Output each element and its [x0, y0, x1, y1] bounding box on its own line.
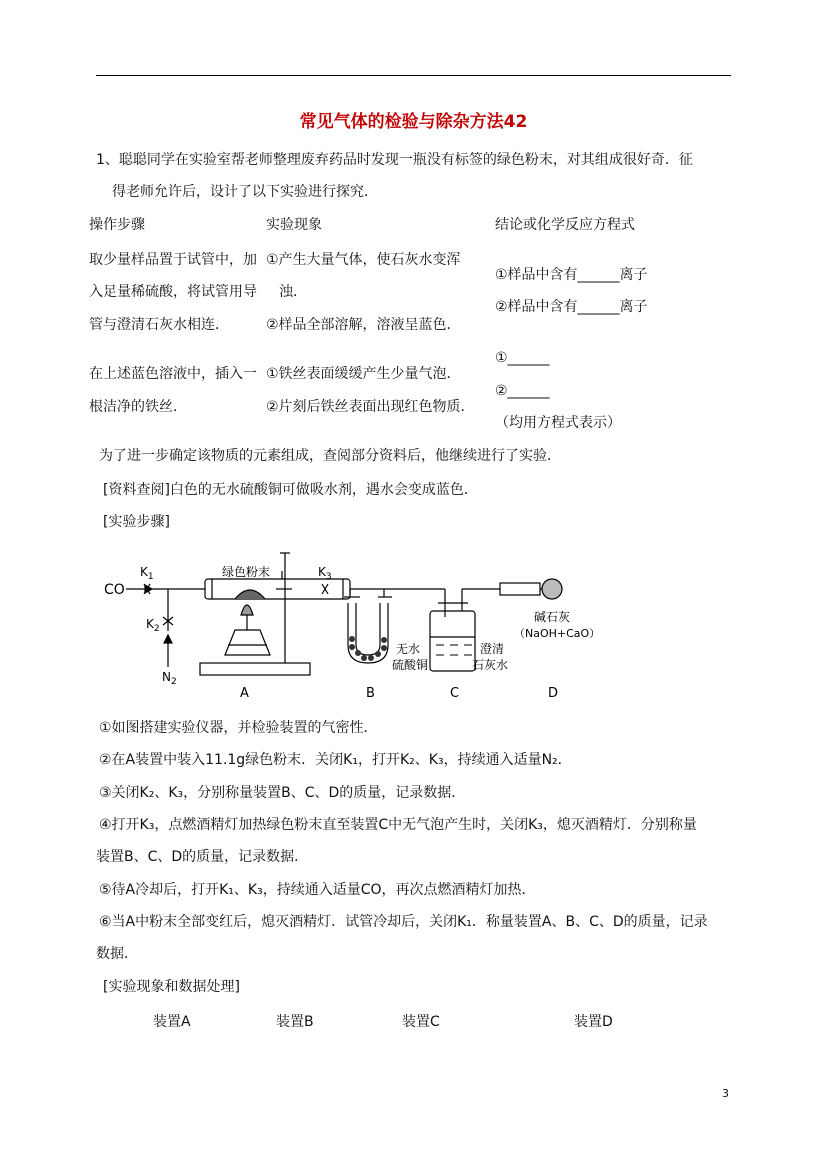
k1-label: $K_1$ [140, 565, 154, 582]
table-header-step: 操作步骤 [89, 217, 145, 233]
step-line: 装置B、C、D的质量，记录数据． [96, 849, 309, 865]
letter-a: A [240, 686, 249, 701]
step-line: ①如图搭建实验仪器，并检验装置的气密性． [99, 720, 378, 736]
device-d-label: 装置D [574, 1014, 613, 1030]
row1-phenomenon-line: ②样品全部溶解，溶液呈蓝色． [266, 317, 461, 333]
step-line: ④打开K₃，点燃酒精灯加热绿色粉末直至装置C中无气泡产生时，关闭K₃，熄灭酒精灯．分别称量 [99, 817, 697, 833]
intro-line-2: 得老师允许后，设计了以下实验进行探究． [112, 184, 378, 200]
steps-heading: [实验步骤] [103, 514, 170, 530]
row1-step-line: 入足量稀硫酸，将试管用导 [89, 284, 257, 300]
letter-d: D [548, 686, 559, 701]
data-heading: [实验现象和数据处理] [103, 979, 240, 995]
c-label-2: 石灰水 [472, 658, 509, 672]
further-paragraph: 为了进一步确定该物质的元素组成，查阅部分资料后，他继续进行了实验． [99, 448, 561, 464]
c-label-1: 澄清 [480, 642, 505, 656]
reference-paragraph: [资料查阅]白色的无水硫酸铜可做吸水剂，遇水会变成蓝色． [103, 482, 478, 498]
step-line: ③关闭K₂、K₃，分别称量装置B、C、D的质量，记录数据． [99, 785, 466, 801]
table-header-phenomenon: 实验现象 [266, 217, 322, 233]
letter-b: B [366, 686, 375, 701]
row1-conclusion-line: ②样品中含有______离子 [495, 299, 648, 315]
n2-label: $N_2$ [162, 670, 177, 687]
row1-phenomenon-line: ①产生大量气体，使石灰水变浑 [266, 252, 461, 268]
device-b-label: 装置B [276, 1014, 314, 1030]
device-c-label: 装置C [402, 1014, 440, 1030]
d-label-2: （NaOH+CaO） [514, 627, 601, 640]
page-title: 常见气体的检验与除杂方法42 [299, 112, 528, 132]
powder-label: 绿色粉末 [222, 565, 271, 579]
row1-step-line: 管与澄清石灰水相连． [89, 317, 229, 333]
page-number: 3 [722, 1087, 729, 1100]
row2-step-line: 在上述蓝色溶液中，插入一 [89, 366, 257, 382]
k3-label: $K_3$ [318, 565, 332, 582]
device-a-label: 装置A [153, 1014, 191, 1030]
row2-conclusion-note: （均用方程式表示） [495, 415, 621, 431]
row1-step-line: 取少量样品置于试管中，加 [89, 252, 257, 268]
row2-conclusion-line: ①______ [495, 350, 550, 366]
step-line: ⑤待A冷却后，打开K₁、K₃，持续通入适量CO，再次点燃酒精灯加热． [99, 882, 536, 898]
b-label-2: 硫酸铜 [392, 658, 429, 672]
row2-phenomenon-line: ①铁丝表面缓缓产生少量气泡． [266, 366, 461, 382]
step-line: ⑥当A中粉末全部变红后，熄灭酒精灯．试管冷却后，关闭K₁．称量装置A、B、C、D的质量，记录 [99, 914, 708, 930]
intro-line-1: 1、聪聪同学在实验室帮老师整理废弃药品时发现一瓶没有标签的绿色粉末，对其组成很好奇．征 [96, 152, 693, 168]
d-label-1: 碱石灰 [534, 610, 571, 624]
b-label-1: 无水 [396, 642, 421, 656]
row2-conclusion-line: ②______ [495, 383, 550, 399]
letter-c: C [450, 686, 460, 701]
row2-step-line: 根洁净的铁丝． [89, 399, 187, 415]
k2-label: $K_2$ [146, 617, 160, 634]
co-label: CO [104, 582, 125, 598]
row1-conclusion-line: ①样品中含有______离子 [495, 267, 648, 283]
row1-phenomenon-line: 浊． [279, 284, 307, 300]
table-header-conclusion: 结论或化学反应方程式 [495, 217, 635, 233]
apparatus-diagram [100, 545, 620, 705]
step-line: ②在A装置中装入11.1g绿色粉末．关闭K₁，打开K₂、K₃，持续通入适量N₂． [99, 752, 572, 768]
row2-phenomenon-line: ②片刻后铁丝表面出现红色物质． [266, 399, 475, 415]
step-line: 数据． [96, 946, 138, 962]
header-rule [96, 75, 731, 76]
